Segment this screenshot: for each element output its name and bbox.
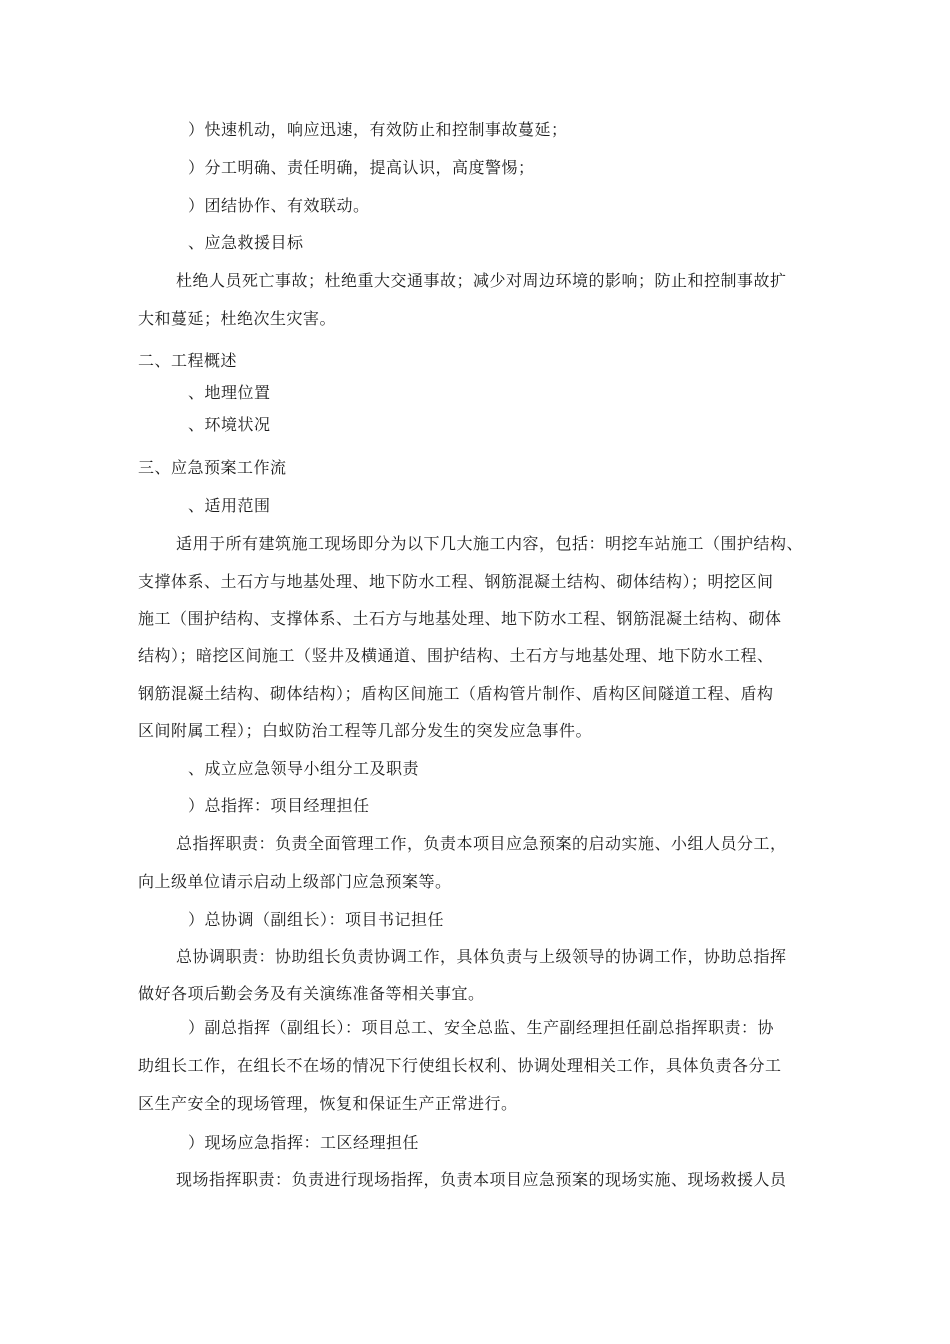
section-heading: 三、应急预案工作流 <box>138 458 287 477</box>
paragraph-line: 区间附属工程）；白蚁防治工程等几部分发生的突发应急事件。 <box>138 721 593 740</box>
paragraph-line: 钢筋混凝土结构、砌体结构）；盾构区间施工（盾构管片制作、盾构区间隧道工程、盾构 <box>138 684 774 703</box>
list-item: ）分工明确、责任明确，提高认识，高度警惕； <box>188 158 535 177</box>
paragraph-line: 适用于所有建筑施工现场即分为以下几大施工内容，包括：明挖车站施工（围护结构、 <box>176 534 804 553</box>
paragraph-line: 现场指挥职责：负责进行现场指挥，负责本项目应急预案的现场实施、现场救援人员 <box>176 1170 787 1189</box>
subheading: 、成立应急领导小组分工及职责 <box>188 759 420 778</box>
subheading: 、适用范围 <box>188 496 271 515</box>
paragraph-line: 做好各项后勤会务及有关演练准备等相关事宜。 <box>138 984 485 1003</box>
paragraph-line: ）副总指挥（副组长）：项目总工、安全总监、生产副经理担任副总指挥职责：协 <box>188 1018 775 1037</box>
list-item: ）现场应急指挥：工区经理担任 <box>188 1133 420 1152</box>
paragraph-line: 杜绝人员死亡事故；杜绝重大交通事故；减少对周边环境的影响；防止和控制事故扩 <box>176 271 787 290</box>
paragraph-line: 总指挥职责：负责全面管理工作，负责本项目应急预案的启动实施、小组人员分工， <box>176 834 787 853</box>
paragraph-line: 支撑体系、土石方与地基处理、地下防水工程、钢筋混凝土结构、砌体结构）；明挖区间 <box>138 572 774 591</box>
paragraph-line: 区生产安全的现场管理，恢复和保证生产正常进行。 <box>138 1094 518 1113</box>
paragraph-line: 总协调职责：协助组长负责协调工作，具体负责与上级领导的协调工作，协助总指挥 <box>176 947 787 966</box>
subheading: 、地理位置 <box>188 383 271 402</box>
subheading: 、应急救援目标 <box>188 233 304 252</box>
list-item: ）团结协作、有效联动。 <box>188 196 370 215</box>
list-item: ）总指挥：项目经理担任 <box>188 796 370 815</box>
paragraph-line: 结构）；暗挖区间施工（竖井及横通道、围护结构、土石方与地基处理、地下防水工程、 <box>138 646 774 665</box>
list-item: ）快速机动，响应迅速，有效防止和控制事故蔓延； <box>188 120 568 139</box>
subheading: 、环境状况 <box>188 415 271 434</box>
paragraph-line: 大和蔓延；杜绝次生灾害。 <box>138 309 337 328</box>
list-item: ）总协调（副组长）：项目书记担任 <box>188 910 445 929</box>
paragraph-line: 助组长工作，在组长不在场的情况下行使组长权利、协调处理相关工作，具体负责各分工 <box>138 1056 782 1075</box>
paragraph-line: 向上级单位请示启动上级部门应急预案等。 <box>138 872 452 891</box>
section-heading: 二、工程概述 <box>138 351 238 370</box>
paragraph-line: 施工（围护结构、支撑体系、土石方与地基处理、地下防水工程、钢筋混凝土结构、砌体 <box>138 609 782 628</box>
